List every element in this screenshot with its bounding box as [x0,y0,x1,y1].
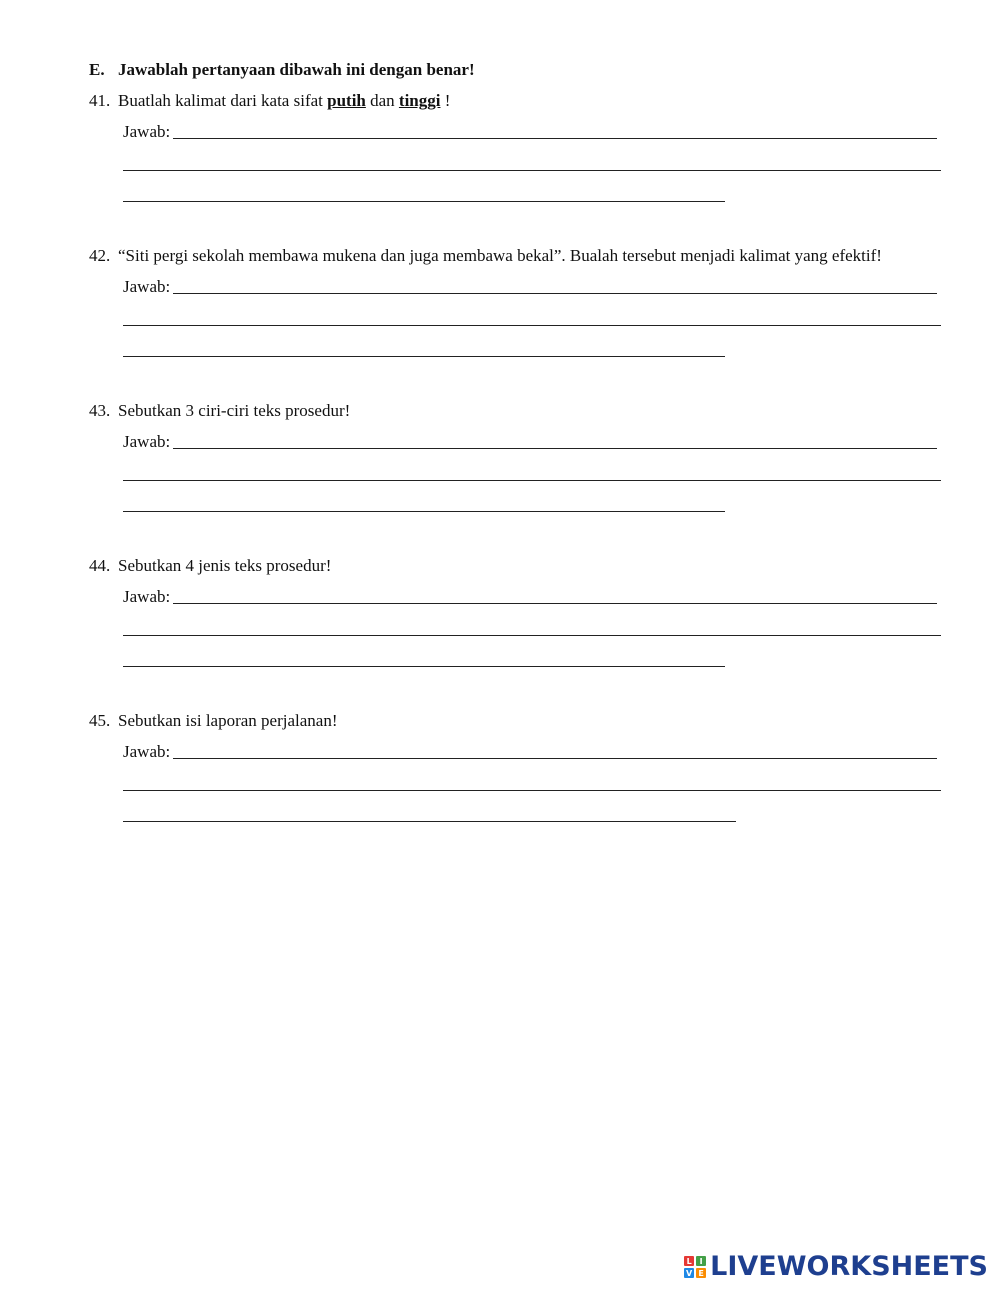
answer-area[interactable] [123,587,943,677]
answer-label: Jawab: [123,122,171,141]
logo-mark-tile: L [684,1256,694,1266]
answer-line-1[interactable] [173,603,937,604]
answer-line-2[interactable] [123,325,941,326]
section-letter: E. [89,60,105,79]
logo-mark-tile: I [696,1256,706,1266]
question-text [89,91,949,111]
answer-line-3[interactable] [123,666,725,667]
answer-label: Jawab: [123,277,171,296]
question-text-part: ! [440,91,451,110]
question-text [89,711,949,731]
question-number: 43. [89,401,111,420]
answer-line-1[interactable] [173,758,937,759]
question-text [89,556,949,576]
question-text-part: Buatlah kalimat dari kata sifat [118,91,328,110]
answer-label: Jawab: [123,587,171,606]
question-45 [89,711,949,761]
question-number: 41. [89,91,111,110]
logo-mark-icon [684,1256,706,1278]
logo-mark-tile: V [686,1268,693,1278]
answer-line-2[interactable] [123,790,941,791]
question-number: 44. [89,556,111,575]
keyword-tinggi: tinggi [398,91,441,110]
answer-line-1[interactable] [173,293,937,294]
question-body: Sebutkan 3 ciri-ciri teks prosedur! [118,401,351,420]
answer-area[interactable] [123,742,943,832]
question-text [89,401,949,421]
question-text [89,246,949,266]
question-42 [89,246,949,296]
logo-text: LIVEWORKSHEETS [710,1251,988,1282]
question-number: 42. [89,246,111,265]
section-title: Jawablah pertanyaan dibawah ini dengan benar! [118,60,475,79]
answer-line-2[interactable] [123,480,941,481]
answer-line-2[interactable] [123,635,941,636]
question-body: Sebutkan isi laporan perjalanan! [118,711,338,730]
question-44 [89,556,949,606]
answer-line-3[interactable] [123,511,725,512]
question-body: “Siti pergi sekolah membawa mukena dan juga membawa bekal”. Bualah tersebut menjadi kalimat yang efektif! [118,246,882,265]
liveworksheets-logo[interactable] [684,1252,988,1282]
keyword-putih: putih [327,91,366,110]
answer-line-2[interactable] [123,170,941,171]
answer-line-3[interactable] [123,821,736,822]
answer-area[interactable] [123,277,943,367]
answer-area[interactable] [123,432,943,522]
logo-mark-tile: E [696,1268,706,1278]
section-header [89,60,475,80]
question-number: 45. [89,711,111,730]
question-body: Sebutkan 4 jenis teks prosedur! [118,556,332,575]
question-text-part: dan [365,91,399,110]
answer-line-3[interactable] [123,356,725,357]
question-43 [89,401,949,451]
answer-line-3[interactable] [123,201,725,202]
answer-label: Jawab: [123,432,171,451]
question-41 [89,91,949,141]
answer-line-1[interactable] [173,448,937,449]
answer-label: Jawab: [123,742,171,761]
answer-line-1[interactable] [173,138,937,139]
answer-area[interactable] [123,122,943,212]
